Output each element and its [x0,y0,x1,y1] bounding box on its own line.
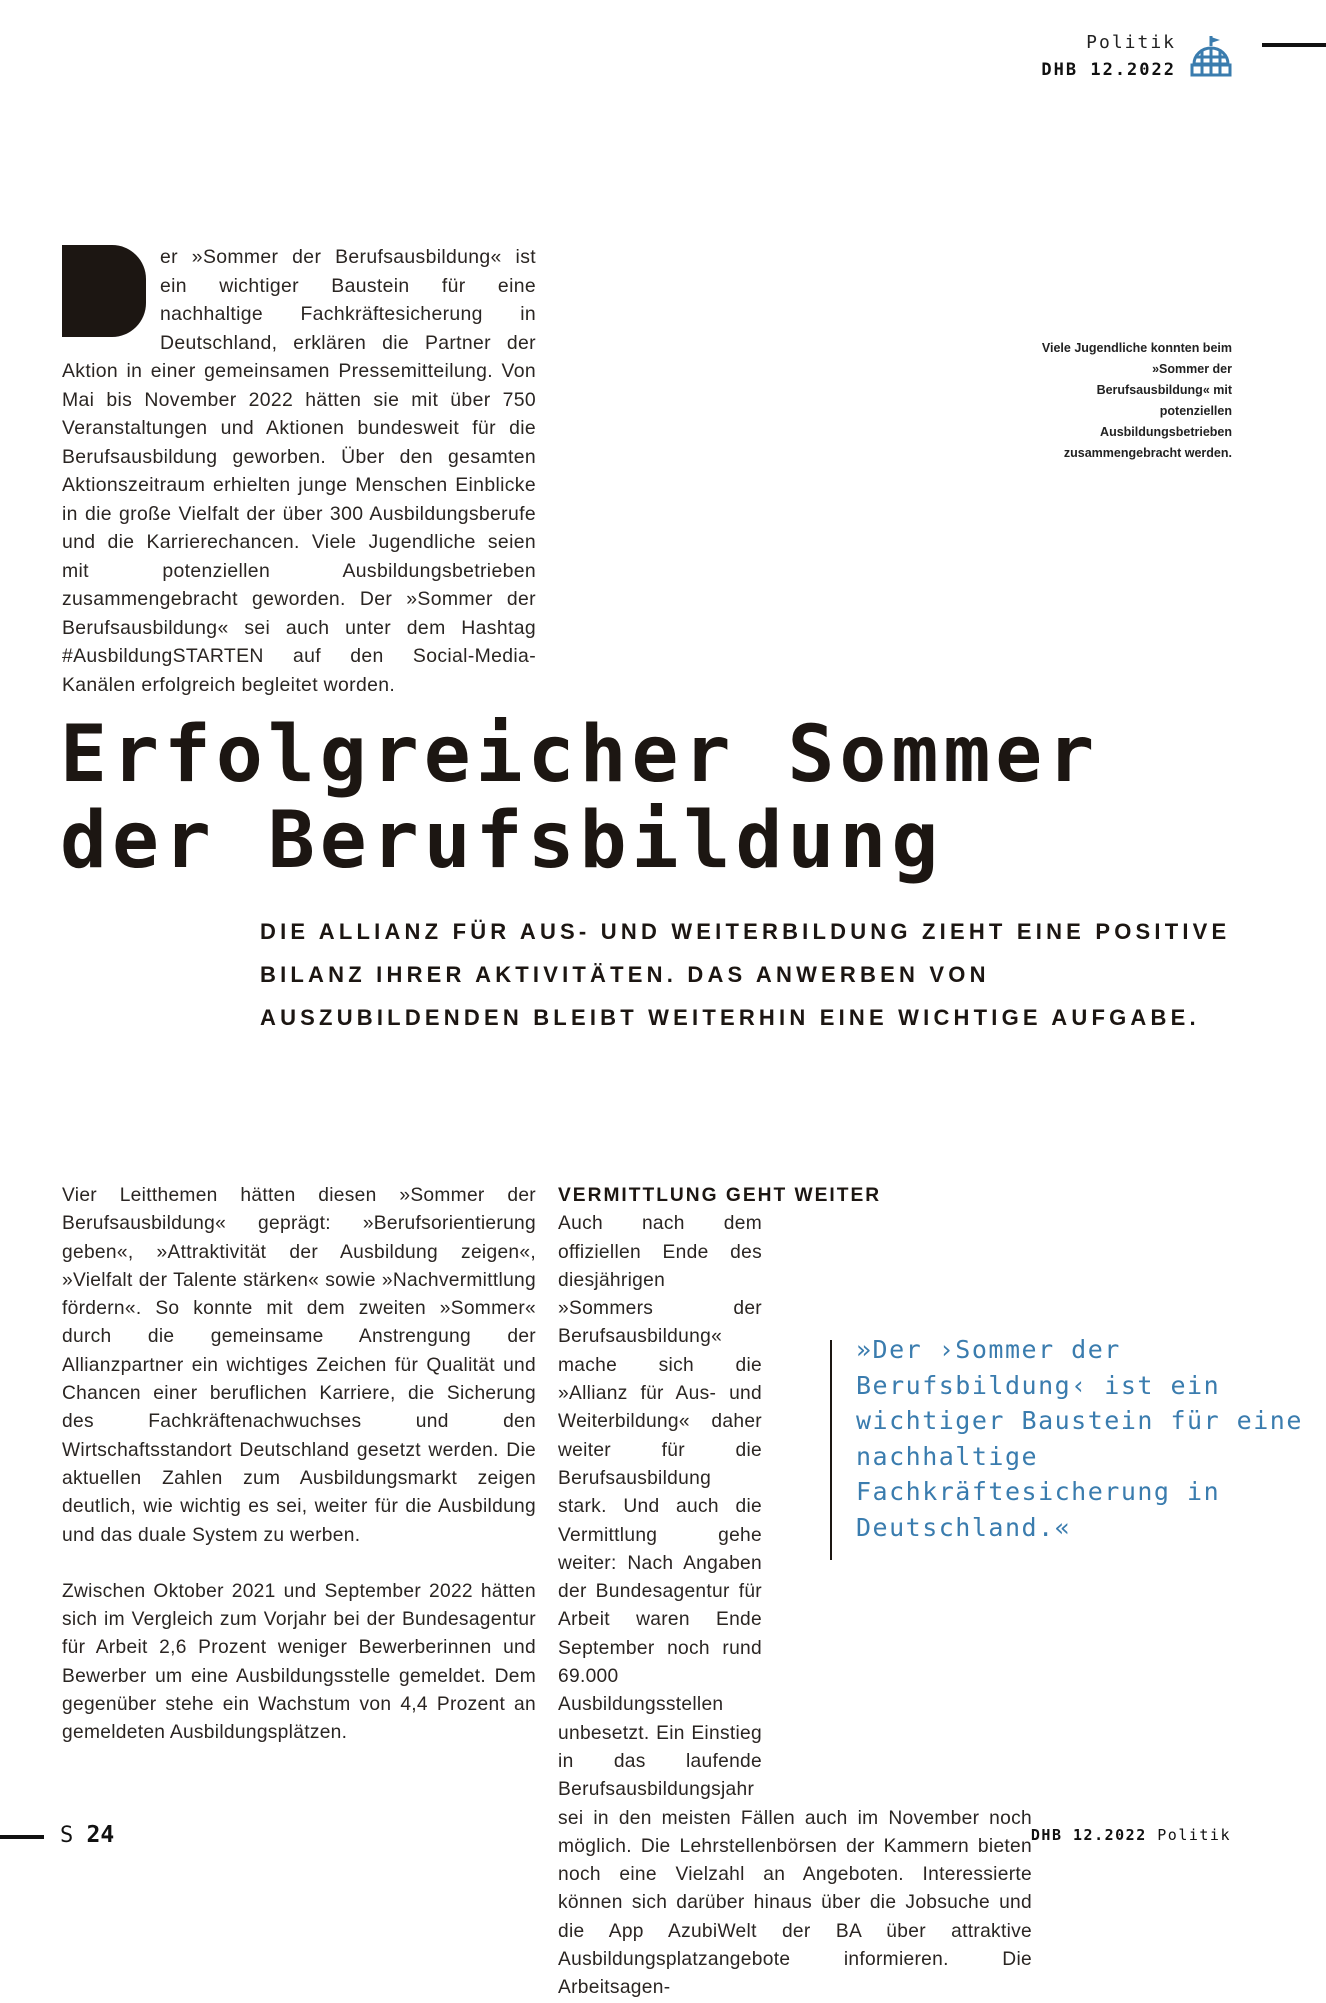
page-number [60,1822,114,1848]
article-headline [60,712,1290,884]
footer-rule [0,1835,44,1839]
body-column-2 [558,1182,1032,2003]
footer-issue [1031,1826,1231,1844]
body-paragraph: Auch nach dem offiziellen Ende des diesjährigen »Sommers der Berufsausbildung« mache sich die »Allianz für Aus- und Weiterbildung« daher weiter für die Berufsausbildung stark. Und auch die Vermittlung gehe weiter: Nach Angaben der Bundesagentur für Arbeit waren Ende September noch rund 69.000 Ausbildungsstellen unbesetzt. Ein Einstieg in das laufende Berufsausbildungsjahr sei in den meisten Fällen auch im November noch möglich. Die Lehrstellenbörsen der Kammern bieten noch eine Vielzahl an Angeboten. Interessierte können sich darüber hinaus über die Jobsuche und die App AzubiWelt der BA über attraktive Ausbildungsplatzangebote informieren. Die Arbeitsagen- [558,1213,1032,1999]
pull-quote-text: »Der ›Sommer der Berufsbildung‹ ist ein wichtiger Baustein für eine nachhaltige Fachkräftesicherung in Deutschland.« [856,1335,1303,1542]
section-heading: VERMITTLUNG GEHT WEITER [558,1185,882,1206]
pull-quote [830,1335,1316,1560]
footer-issue-label: DHB 12.2022 [1030,1826,1147,1844]
page-number-value: 24 [86,1822,115,1848]
footer-section-label: Politik [1157,1826,1231,1844]
article-subhead: DIE ALLIANZ FÜR AUS- UND WEITERBILDUNG ZIEHT EINE POSITIVE BILANZ IHRER AKTIVITÄTEN. DAS ANWERBEN VON AUSZUBILDENDEN BLEIBT WEITERHIN EINE WICHTIGE AUFGABE. [260,919,1231,1030]
drop-cap [62,245,146,337]
body-paragraph: Vier Leitthemen hätten diesen »Sommer der Berufsausbildung« geprägt: »Berufsorientierung geben«, »Attraktivität der Ausbildung zeigen«, »Vielfalt der Talente stärken« sowie »Nachvermittlung fördern«. So konnte mit dem zweiten »Sommer« durch die gemeinsame Anstrengung der Allianzpartner ein wichtiges Zeichen für Qualität und Chancen einer beruflichen Karriere, die Sicherung des Fachkräftenachwuchses und den Wirtschaftsstandort Deutschland gesetzt werden. Die aktuellen Zahlen zum Ausbildungsmarkt zeigen deutlich, wie wichtig es sei, weiter für die Ausbildung und das duale System zu werben. [62,1185,536,1546]
section-label: Politik [1086,32,1176,53]
body-column-1 [62,1182,536,1776]
issue-label: DHB 12.2022 [1041,60,1176,80]
page-prefix: S [60,1823,74,1848]
image-caption: Viele Jugendliche konnten beim »Sommer der Berufsausbildung« mit potenziellen Ausbildungsbetrieben zusammengebracht werden. [1041,341,1232,460]
header-rule [1262,43,1326,47]
headline-line-1: Erfolgreicher Sommer [60,710,1100,800]
body-paragraph: Zwischen Oktober 2021 und September 2022 hätten sich im Vergleich zum Vorjahr bei der Bundesagentur für Arbeit 2,6 Prozent weniger Bewerberinnen und Bewerber um eine Ausbildungsstelle gemeldet. Dem gegenüber stehe ein Wachstum von 4,4 Prozent an gemeldeten Ausbildungsplätzen. [62,1580,536,1744]
parliament-dome-icon [1190,34,1232,78]
headline-line-2: der Berufsbildung [60,796,944,886]
intro-paragraph [62,243,536,699]
intro-text: er »Sommer der Berufsausbildung« ist ein wichtiger Baustein für eine nachhaltige Fachkräftesicherung in Deutschland, erklären die Partner der Aktion in einer gemeinsamen Pressemitteilung. Von Mai bis November 2022 hätten sie mit über 750 Veranstaltungen und Aktionen bundesweit für die Berufsausbildung geworben. Über den gesamten Aktionszeitraum erhielten junge Menschen Einblicke in die große Vielfalt der über 300 Ausbildungsberufe und die Karrierechancen. Viele Jugendliche seien mit potenziellen Ausbildungsbetrieben zusammengebracht geworden. Der »Sommer der Berufsausbildung« sei auch unter dem Hashtag #AusbildungSTARTEN auf den Social-Media-Kanälen erfolgreich begleitet worden. [62,246,536,696]
